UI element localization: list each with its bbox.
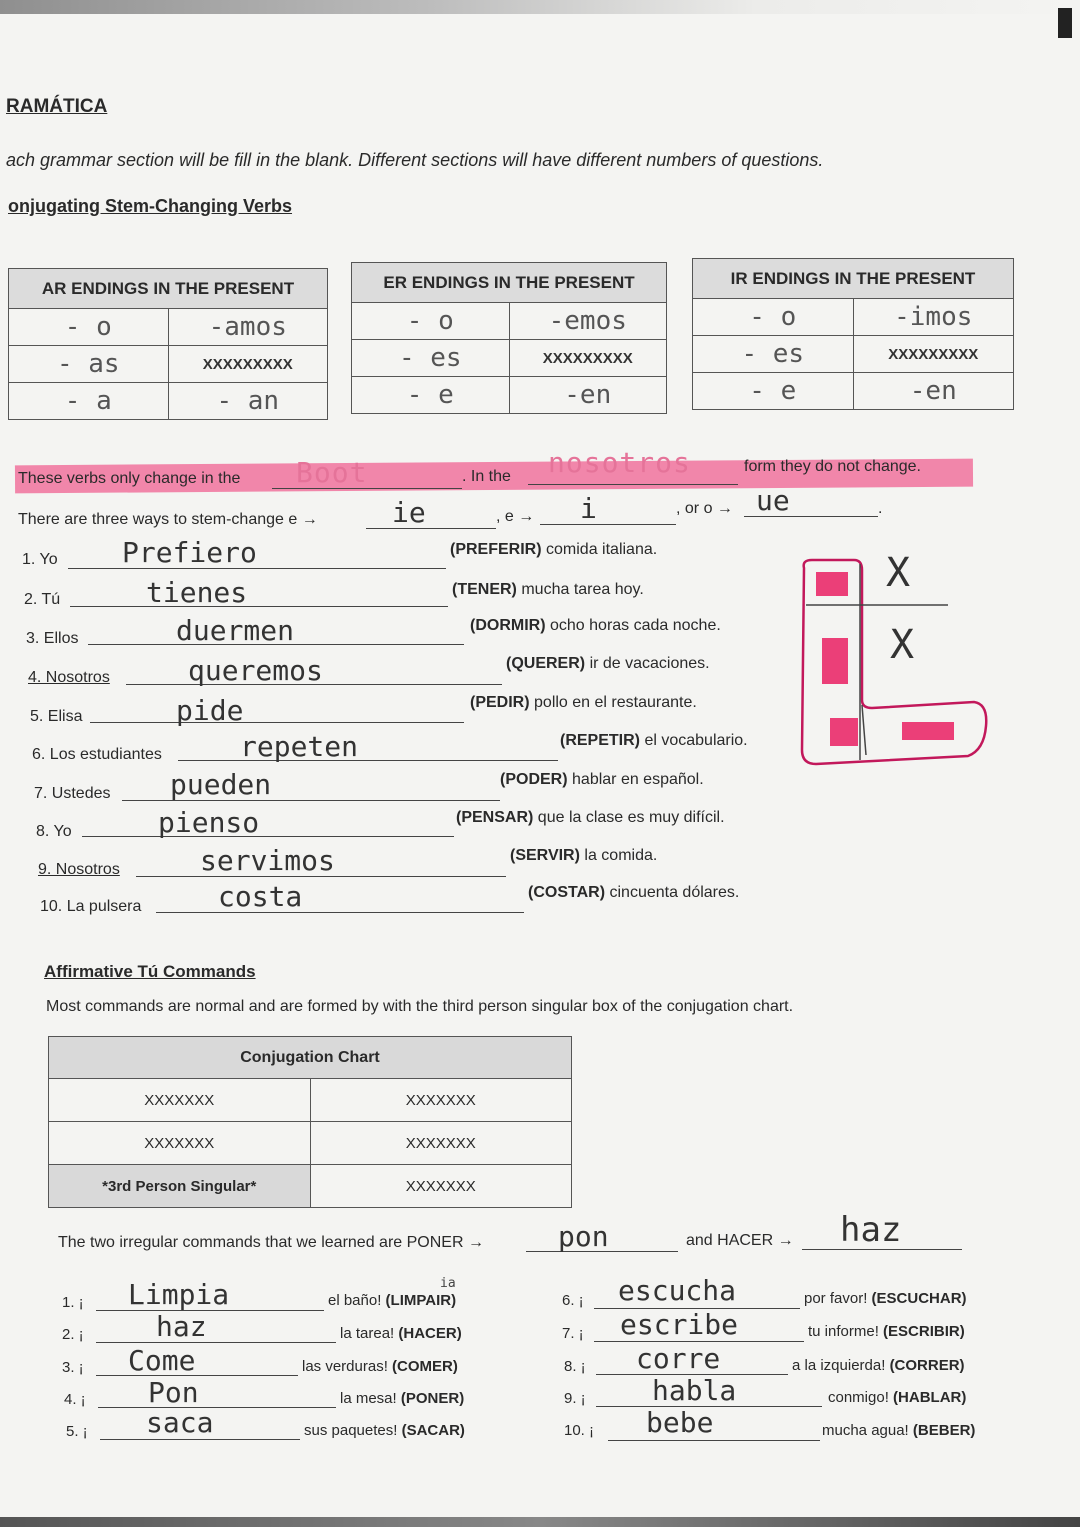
verb-hint: (LIMPAIR) <box>385 1292 457 1309</box>
ending-cell: - es <box>741 339 805 369</box>
question-answer: duermen <box>176 614 295 647</box>
question-subject: 4. Nosotros <box>28 669 110 686</box>
command-rest: mucha agua! <box>822 1422 913 1439</box>
question-subject: 5. Elisa <box>30 708 83 725</box>
verb-hint: (REPETIR) <box>560 732 640 749</box>
irregular-answer-haz: haz <box>840 1210 902 1250</box>
verb-hint: (HABLAR) <box>893 1389 967 1406</box>
chart-cell: XXXXXXX <box>310 1079 572 1122</box>
question-answer: repeten <box>240 730 359 763</box>
question-answer: tienes <box>146 576 248 609</box>
question-tail <box>510 847 657 865</box>
question-answer: Prefiero <box>122 536 257 569</box>
command-answer: escucha <box>618 1274 737 1307</box>
question-rest: hablar en español. <box>572 771 704 788</box>
question-answer: servimos <box>200 844 335 877</box>
blank-line <box>90 722 464 723</box>
stem-answer-i: i <box>580 492 597 525</box>
command-number: 4. ¡ <box>64 1391 86 1408</box>
command-rest: sus paquetes! <box>304 1422 402 1439</box>
question-subject: 9. Nosotros <box>38 861 120 878</box>
chart-cell: XXXXXXX <box>310 1122 572 1165</box>
boot-fill-marks <box>816 572 954 746</box>
table-title: IR ENDINGS IN THE PRESENT <box>693 259 1014 299</box>
question-subject: 8. Yo <box>36 823 72 840</box>
ending-cell: - o <box>749 302 797 332</box>
question-tail <box>470 617 721 635</box>
blank-line <box>96 1342 336 1343</box>
command-number: 9. ¡ <box>564 1390 586 1407</box>
command-number: 3. ¡ <box>62 1359 84 1376</box>
question-tail <box>470 694 697 712</box>
chart-cell: XXXXXXX <box>49 1079 311 1122</box>
command-answer: Limpia <box>128 1278 230 1311</box>
table-title: ER ENDINGS IN THE PRESENT <box>352 263 667 303</box>
blank-line <box>100 1439 300 1440</box>
command-tail <box>302 1358 458 1375</box>
command-tail <box>340 1325 462 1342</box>
blank-line <box>540 524 676 525</box>
section-title: RAMÁTICA <box>6 96 108 117</box>
command-answer: haz <box>156 1310 207 1343</box>
ending-cell: - a <box>64 386 112 416</box>
command-number: 8. ¡ <box>564 1358 586 1375</box>
command-answer: saca <box>146 1406 214 1439</box>
stem-sentence-period: . <box>878 500 883 517</box>
command-rest: conmigo! <box>828 1389 894 1406</box>
stem-sentence-part3: , or o → <box>676 500 733 517</box>
command-answer: bebe <box>646 1406 714 1439</box>
question-rest: comida italiana. <box>546 541 658 558</box>
command-answer: Come <box>128 1344 196 1377</box>
verb-hint: (PENSAR) <box>456 809 534 826</box>
question-tail <box>528 884 739 902</box>
command-rest: la mesa! <box>340 1390 401 1407</box>
command-tail <box>792 1357 965 1374</box>
blank-line <box>528 484 738 485</box>
irregular-part2: and HACER → <box>686 1232 794 1249</box>
question-tail <box>450 541 657 559</box>
question-rest: pollo en el restaurante. <box>534 694 697 711</box>
blank-line <box>178 760 558 761</box>
ending-cell: XXXXXXXXX <box>853 336 1014 373</box>
command-answer: Pon <box>148 1376 199 1409</box>
command-rest: el baño! <box>328 1292 386 1309</box>
question-subject: 2. Tú <box>24 591 61 608</box>
chart-title: Conjugation Chart <box>49 1037 572 1079</box>
ending-cell: -en <box>564 380 612 410</box>
commands-title: Affirmative Tú Commands <box>44 962 256 981</box>
chart-cell-third-person: *3rd Person Singular* <box>49 1165 311 1208</box>
blank-line <box>156 912 524 913</box>
verb-hint: (CORRER) <box>889 1357 965 1374</box>
nosotros-answer: nosotros <box>548 446 691 479</box>
question-subject: 6. Los estudiantes <box>32 746 162 763</box>
question-subject: 10. La pulsera <box>40 898 142 915</box>
question-tail <box>560 732 748 750</box>
scan-shadow-bottom <box>0 1517 1080 1527</box>
command-number: 2. ¡ <box>62 1326 84 1343</box>
question-subject: 3. Ellos <box>26 630 79 647</box>
ending-cell: - as <box>56 349 120 379</box>
question-subject: 1. Yo <box>22 551 58 568</box>
verb-hint: (ESCUCHAR) <box>871 1290 967 1307</box>
question-rest: ir de vacaciones. <box>589 655 710 672</box>
verb-hint: (PONER) <box>400 1390 465 1407</box>
stem-answer-ie: ie <box>392 496 426 529</box>
command-answer: habla <box>652 1374 737 1407</box>
verb-hint: (COSTAR) <box>528 884 606 901</box>
ending-cell: - o <box>64 312 112 342</box>
verb-hint: (SACAR) <box>401 1422 465 1439</box>
handwritten-note: ia <box>440 1276 456 1291</box>
command-rest: por favor! <box>804 1290 872 1307</box>
command-tail <box>804 1290 967 1307</box>
boot-sentence-part3: form they do not change. <box>744 458 921 475</box>
verb-hint: (PREFERIR) <box>450 541 542 558</box>
ending-cell: - es <box>398 343 462 373</box>
question-tail <box>456 809 725 827</box>
boot-sentence-part2: . In the <box>462 468 511 485</box>
command-rest: las verduras! <box>302 1358 393 1375</box>
question-tail <box>500 771 704 789</box>
ending-cell: -en <box>909 376 957 406</box>
scan-edge-mark <box>1058 8 1072 38</box>
verb-hint: (SERVIR) <box>510 847 580 864</box>
command-tail <box>304 1422 465 1439</box>
ar-endings-table <box>8 268 328 420</box>
question-answer: queremos <box>188 654 323 687</box>
question-answer: pueden <box>170 768 272 801</box>
verb-hint: (QUERER) <box>506 655 586 672</box>
boot-mark-x: X <box>886 550 911 596</box>
irregular-answer-pon: pon <box>558 1220 609 1253</box>
command-number: 5. ¡ <box>66 1423 88 1440</box>
ending-cell: -amos <box>208 312 287 342</box>
command-number: 1. ¡ <box>62 1294 84 1311</box>
ending-cell: - e <box>749 376 797 406</box>
chart-cell: XXXXXXX <box>310 1165 572 1208</box>
scan-shadow-top <box>0 0 1080 14</box>
command-rest: la tarea! <box>340 1325 399 1342</box>
command-number: 10. ¡ <box>564 1422 595 1439</box>
ir-endings-table <box>692 258 1014 410</box>
verb-hint: (DORMIR) <box>470 617 546 634</box>
chart-cell: XXXXXXX <box>49 1122 311 1165</box>
blank-line <box>70 606 448 607</box>
stem-sentence-part2: , e → <box>496 508 535 525</box>
blank-line <box>366 528 496 529</box>
verb-hint: (PEDIR) <box>470 694 530 711</box>
command-rest: tu informe! <box>808 1323 884 1340</box>
question-rest: mucha tarea hoy. <box>521 581 644 598</box>
command-rest: a la izquierda! <box>792 1357 890 1374</box>
command-tail <box>828 1389 966 1406</box>
boot-sentence-part1: These verbs only change in the <box>18 470 241 487</box>
verb-hint: (PODER) <box>500 771 568 788</box>
question-tail <box>506 655 710 673</box>
question-rest: la comida. <box>584 847 658 864</box>
ending-cell: - o <box>406 306 454 336</box>
verb-hint: (BEBER) <box>912 1422 976 1439</box>
question-tail <box>452 581 644 599</box>
blank-line <box>608 1440 820 1441</box>
question-subject: 7. Ustedes <box>34 785 111 802</box>
stem-answer-ue: ue <box>756 484 790 517</box>
command-number: 6. ¡ <box>562 1292 584 1309</box>
table-title: AR ENDINGS IN THE PRESENT <box>9 269 328 309</box>
question-rest: que la clase es muy difícil. <box>537 809 725 826</box>
conjugation-chart <box>48 1036 572 1208</box>
command-tail <box>808 1323 965 1340</box>
verb-hint: (COMER) <box>392 1358 458 1375</box>
question-answer: pide <box>176 694 244 727</box>
verb-hint: (TENER) <box>452 581 517 598</box>
commands-intro: Most commands are normal and are formed by with the third person singular box of the conjugation chart. <box>46 998 794 1015</box>
command-tail <box>822 1422 975 1439</box>
question-rest: ocho horas cada noche. <box>550 617 721 634</box>
question-answer: pienso <box>158 806 260 839</box>
boot-answer: Boot <box>296 456 368 489</box>
boot-mark-x: X <box>890 622 915 668</box>
command-tail <box>328 1292 456 1309</box>
intro-text: ach grammar section will be fill in the blank. Different sections will have different numbers of questions. <box>6 150 824 170</box>
ending-cell: -emos <box>548 306 627 336</box>
question-rest: el vocabulario. <box>644 732 748 749</box>
ending-cell: - e <box>406 380 454 410</box>
command-answer: escribe <box>620 1308 739 1341</box>
command-answer: corre <box>636 1342 721 1375</box>
irregular-part1: The two irregular commands that we learned are PONER → <box>58 1234 484 1251</box>
command-tail <box>340 1390 464 1407</box>
verb-hint: (HACER) <box>398 1325 462 1342</box>
ending-cell: -imos <box>894 302 973 332</box>
ending-cell: - an <box>216 386 280 416</box>
subsection-title: onjugating Stem-Changing Verbs <box>8 196 293 216</box>
blank-line <box>82 836 454 837</box>
question-answer: costa <box>218 880 303 913</box>
ending-cell: XXXXXXXXX <box>509 340 667 377</box>
command-number: 7. ¡ <box>562 1325 584 1342</box>
blank-line <box>98 1407 336 1408</box>
verb-hint: (ESCRIBIR) <box>883 1323 965 1340</box>
question-rest: cincuenta dólares. <box>609 884 740 901</box>
ending-cell: XXXXXXXXX <box>168 346 328 383</box>
stem-sentence-part1: There are three ways to stem-change e → <box>18 511 318 528</box>
er-endings-table <box>351 262 667 414</box>
